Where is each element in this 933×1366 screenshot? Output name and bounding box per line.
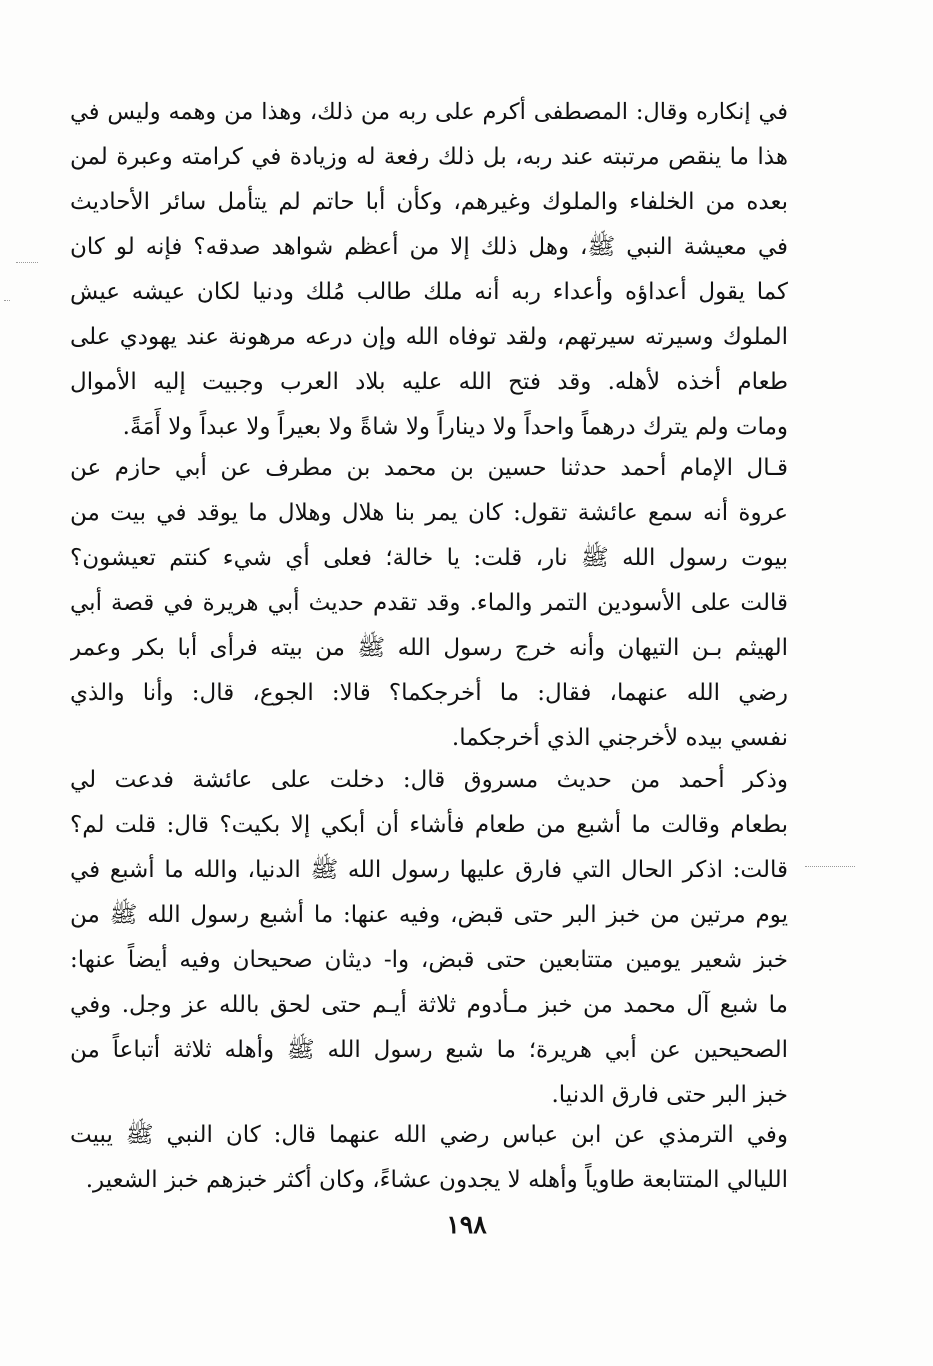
text-line: في معيشة النبي ﷺ، وهل ذلك إلا من أعظم شواهد صدقه؟ فإنه لو كان — [70, 234, 788, 260]
text-line: ما شبع آل محمد من خبز مـأدوم ثلاثة أيـم حتى لحق بالله عز وجل. وفي — [70, 992, 788, 1018]
text-line: طعام أخذه لأهله. وقد فتح الله عليه بلاد العرب وجبيت إليه الأموال — [70, 369, 788, 395]
text-line: كما يقول أعداؤه وأعداء ربه أنه ملك طالب مُلك ودنيا لكان عيشه عيش — [70, 279, 788, 305]
page-number: ١٩٨ — [446, 1210, 487, 1239]
text-line: وفي الترمذي عن ابن عباس رضي الله عنهما قال: كان النبي ﷺ يبيت — [70, 1122, 788, 1148]
text-line: يوم مرتين من خبز البر حتى قبض، وفيه عنها: ما أشبع رسول الله ﷺ من — [70, 902, 788, 928]
paragraph-2 — [70, 446, 788, 761]
text-line: خبز شعير يومين متتابعين حتى قبض، وا- ديثان صحيحان وفيه أيضاً عنها: — [70, 947, 788, 973]
text-line: بعده من الخلفاء والملوك وغيرهم، وكأن أبا حاتم لم يتأمل سائر الأحاديث — [70, 189, 788, 215]
text-line: الصحيحين عن أبي هريرة؛ ما شبع رسول الله ﷺ وأهله ثلاثة أتباعاً من — [70, 1037, 788, 1063]
text-line: الليالي المتتابعة طاوياً وأهله لا يجدون عشاءً، وكان أكثر خبزهم خبز الشعير. — [85, 1167, 788, 1193]
text-line: بيوت رسول الله ﷺ نار، قلت: يا خالة؛ فعلى أي شيء كنتم تعيشون؟ — [70, 545, 788, 571]
paragraph-4 — [70, 1113, 788, 1203]
scan-speck — [16, 262, 38, 264]
text-line: الهيثم بـن التيهان وأنه خرج رسول الله ﷺ من بيته فرأى أبا بكر وعمر — [70, 635, 788, 661]
text-line: عروة أنه سمع عائشة تقول: كان يمر بنا هلال وهلال ما يوقد في بيت من — [70, 500, 788, 526]
text-line: رضي الله عنهما، فقال: ما أخرجكما؟ قالا: الجوع، قال: وأنا والذي — [70, 680, 788, 706]
scan-speck — [4, 300, 10, 302]
paragraph-1 — [70, 90, 788, 450]
text-line: قالت: اذكر الحال التي فارق عليها رسول الله ﷺ الدنيا، والله ما أشبع في — [70, 857, 788, 883]
text-line: خبز البر حتى فارق الدنيا. — [551, 1082, 788, 1108]
text-line: الملوك وسيرته سيرتهم، ولقد توفاه الله وإن درعه مرهونة عند يهودي على — [70, 324, 788, 350]
text-line: نفسي بيده لأخرجني الذي أخرجكما. — [451, 725, 788, 751]
text-line: هذا ما ينقص مرتبته عند ربه، بل ذلك رفعة له وزيادة في كرامته وعبرة لمن — [70, 144, 788, 170]
text-line: قـال الإمام أحمد حدثنا حسين بن محمد بن مطرف عن أبي حازم عن — [70, 455, 788, 481]
text-line: بطعام وقالت ما أشبع من طعام فأشاء أن أبكي إلا بكيت؟ قال: قلت لم؟ — [70, 812, 788, 838]
paragraph-3 — [70, 758, 788, 1118]
scan-speck — [805, 866, 855, 868]
text-line: في إنكاره وقال: المصطفى أكرم على ربه من ذلك، وهذا من وهمه وليس في — [70, 99, 788, 125]
text-line: قالت على الأسودين التمر والماء. وقد تقدم حديث أبي هريرة في قصة أبي — [70, 590, 788, 616]
text-line: ومات ولم يترك درهماً واحداً ولا ديناراً ولا شاةً ولا بعيراً ولا عبداً ولا أَمَةً. — [122, 414, 788, 440]
text-line: وذكر أحمد من حديث مسروق قال: دخلت على عائشة فدعت لي — [70, 767, 788, 793]
